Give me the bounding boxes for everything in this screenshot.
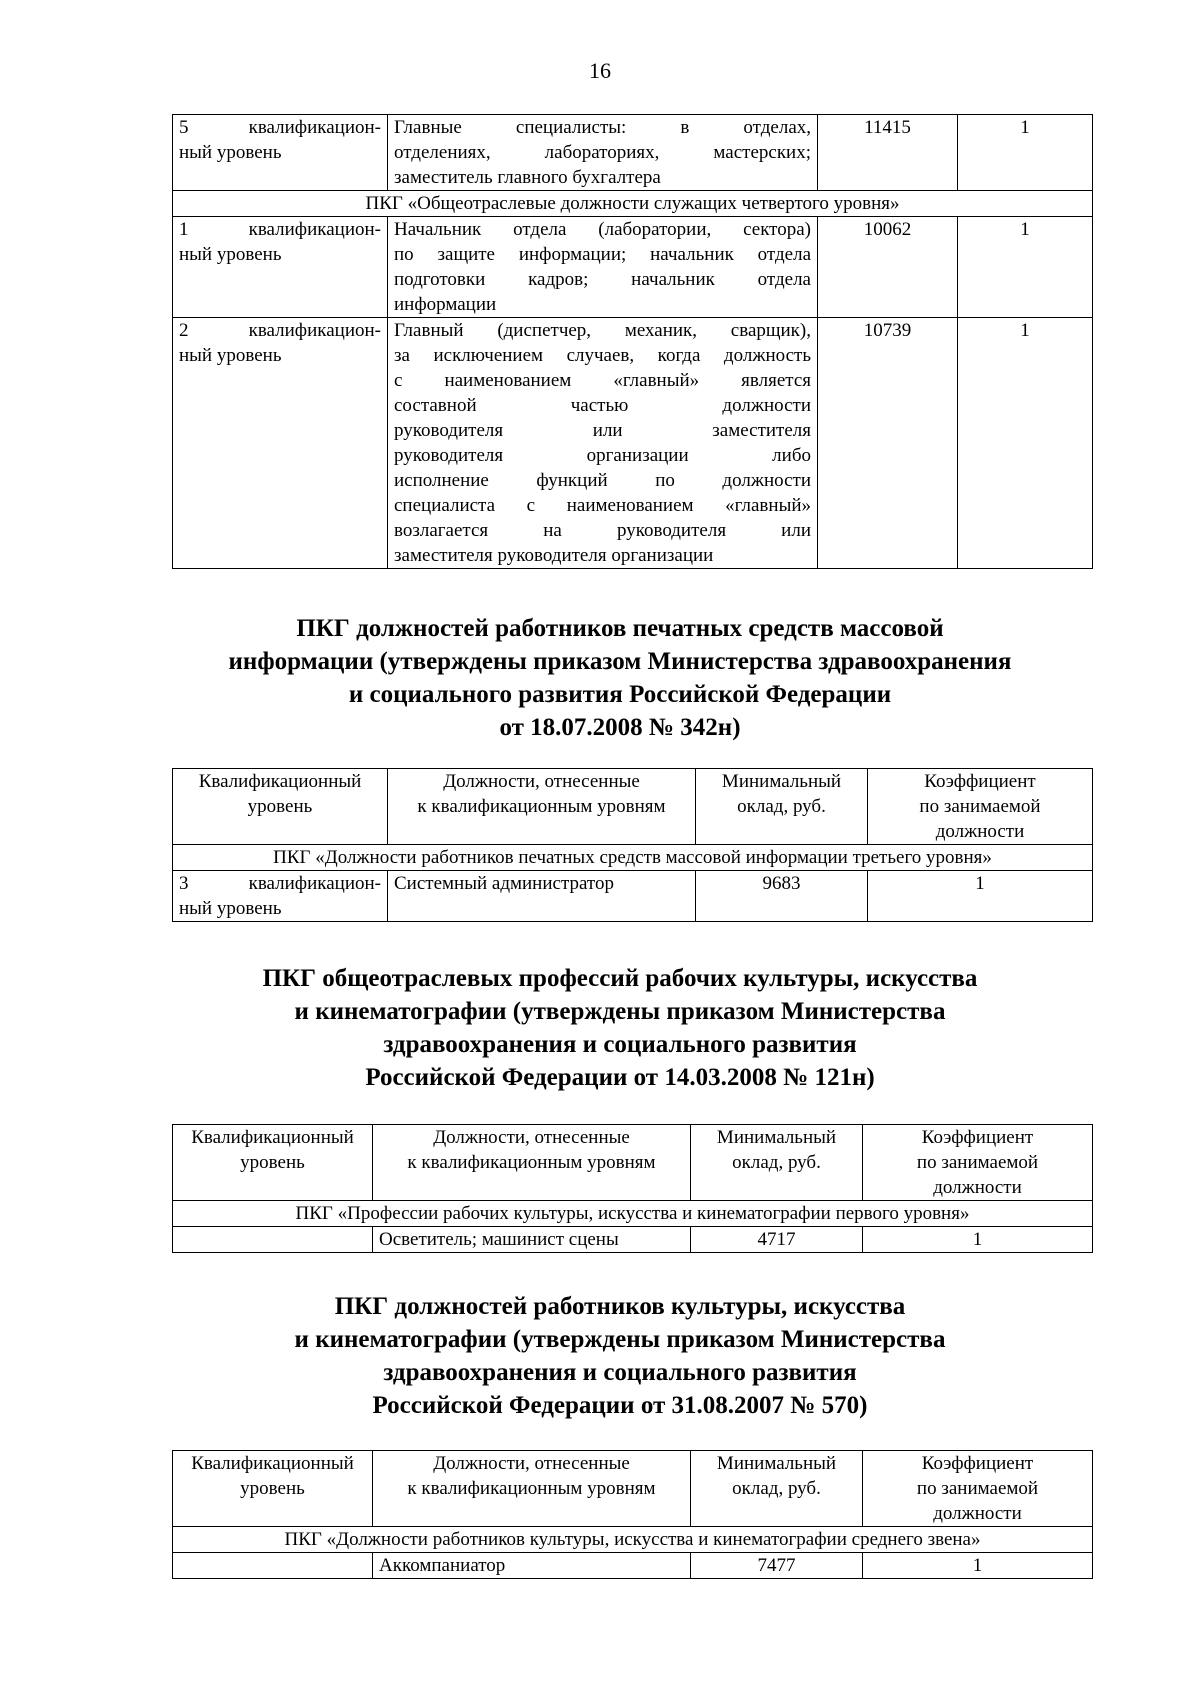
header-level: Квалификационный уровень bbox=[173, 1125, 373, 1201]
coefficient-cell: 1 bbox=[958, 115, 1093, 191]
header-salary: Минимальный оклад, руб. bbox=[691, 1125, 863, 1201]
level-cell bbox=[173, 1227, 373, 1253]
header-salary: Минимальный оклад, руб. bbox=[696, 769, 868, 845]
section-heading-culture-positions: ПКГ должностей работников культуры, искусства и кинематографии (утверждены приказом Министерства здравоохранения и социального развития Российской Федерации от 31.08.2007 № 570) bbox=[294, 1293, 946, 1419]
salary-cell: 11415 bbox=[818, 115, 958, 191]
level-cell bbox=[173, 1553, 373, 1579]
section-heading-workers-professions: ПКГ общеотраслевых профессий рабочих культуры, искусства и кинематографии (утверждены приказом Министерства здравоохранения и социального развития Российской Федерации от 14.03.2008 № 121н) bbox=[262, 965, 978, 1091]
header-positions: Должности, отнесенные к квалификационным уровням bbox=[373, 1125, 691, 1201]
header-coefficient: Коэффициент по занимаемой должности bbox=[868, 769, 1093, 845]
header-coefficient: Коэффициент по занимаемой должности bbox=[863, 1125, 1093, 1201]
salary-cell: 4717 bbox=[691, 1227, 863, 1253]
coefficient-cell: 1 bbox=[863, 1227, 1093, 1253]
salary-cell: 10062 bbox=[818, 217, 958, 318]
table-header-row bbox=[173, 769, 1093, 845]
group-row bbox=[173, 1201, 1093, 1227]
table-row bbox=[173, 217, 1093, 318]
table-print-media bbox=[172, 768, 1093, 922]
table-header-row bbox=[173, 1451, 1093, 1527]
header-positions: Должности, отнесенные к квалификационным уровням bbox=[388, 769, 696, 845]
header-level: Квалификационный уровень bbox=[173, 769, 388, 845]
table-row bbox=[173, 318, 1093, 569]
group-row bbox=[173, 1527, 1093, 1553]
position-cell: Главные специалисты: в отделах, отделениях, лабораториях, мастерских; заместитель главного бухгалтера bbox=[388, 115, 818, 191]
group-label: ПКГ «Профессии рабочих культуры, искусства и кинематографии первого уровня» bbox=[173, 1201, 1093, 1227]
header-level: Квалификационный уровень bbox=[173, 1451, 373, 1527]
position-cell: Начальник отдела (лаборатории, сектора) по защите информации; начальник отдела подготовки кадров; начальник отдела информации bbox=[388, 217, 818, 318]
header-salary: Минимальный оклад, руб. bbox=[691, 1451, 863, 1527]
level-cell: 1 квалификацион- ный уровень bbox=[173, 217, 388, 318]
header-positions: Должности, отнесенные к квалификационным уровням bbox=[373, 1451, 691, 1527]
position-cell: Главный (диспетчер, механик, сварщик), за исключением случаев, когда должность с наименованием «главный» является составной частью должности руководителя или заместителя руководителя организации либо исполнение функций по должности специалиста с наименованием «главный» возлагается на руководителя или заместителя руководителя организации bbox=[388, 318, 818, 569]
group-label: ПКГ «Должности работников печатных средств массовой информации третьего уровня» bbox=[173, 845, 1093, 871]
salary-cell: 10739 bbox=[818, 318, 958, 569]
header-coefficient: Коэффициент по занимаемой должности bbox=[863, 1451, 1093, 1527]
salary-cell: 7477 bbox=[691, 1553, 863, 1579]
level-cell: 2 квалификацион- ный уровень bbox=[173, 318, 388, 569]
level-cell: 5 квалификацион- ный уровень bbox=[173, 115, 388, 191]
group-row bbox=[173, 845, 1093, 871]
table-workers-professions bbox=[172, 1124, 1093, 1253]
page-number: 16 bbox=[589, 58, 611, 83]
position-cell: Системный администратор bbox=[388, 871, 696, 922]
table-fourth-level-positions bbox=[172, 114, 1093, 569]
coefficient-cell: 1 bbox=[863, 1553, 1093, 1579]
table-header-row bbox=[173, 1125, 1093, 1201]
coefficient-cell: 1 bbox=[958, 217, 1093, 318]
table-row bbox=[173, 1227, 1093, 1253]
salary-cell: 9683 bbox=[696, 871, 868, 922]
table-row bbox=[173, 871, 1093, 922]
position-cell: Аккомпаниатор bbox=[373, 1553, 691, 1579]
level-cell: 3 квалификацион- ный уровень bbox=[173, 871, 388, 922]
table-row bbox=[173, 1553, 1093, 1579]
table-culture-positions bbox=[172, 1450, 1093, 1579]
group-row bbox=[173, 191, 1093, 217]
group-label: ПКГ «Должности работников культуры, искусства и кинематографии среднего звена» bbox=[173, 1527, 1093, 1553]
coefficient-cell: 1 bbox=[958, 318, 1093, 569]
coefficient-cell: 1 bbox=[868, 871, 1093, 922]
group-label: ПКГ «Общеотраслевые должности служащих четвертого уровня» bbox=[173, 191, 1093, 217]
section-heading-print-media: ПКГ должностей работников печатных средств массовой информации (утверждены приказом Министерства здравоохранения и социального развития Российской Федерации от 18.07.2008 № 342н) bbox=[228, 615, 1012, 741]
position-cell: Осветитель; машинист сцены bbox=[373, 1227, 691, 1253]
table-row bbox=[173, 115, 1093, 191]
